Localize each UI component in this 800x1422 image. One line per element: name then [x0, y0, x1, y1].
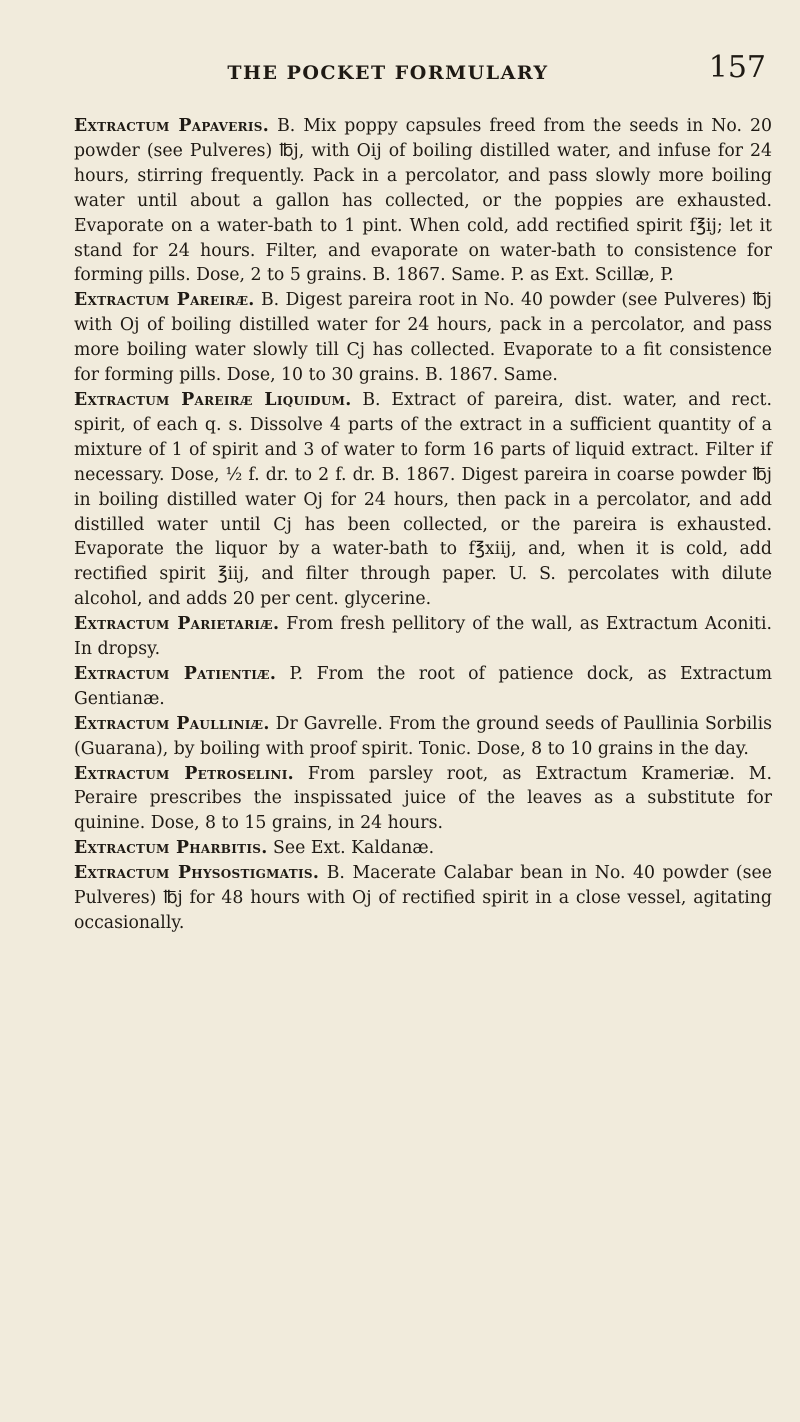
entry-list [74, 114, 772, 936]
entry-term: Extractum Physostigmatis. [74, 863, 320, 884]
entry-body: B. Extract of pareira, dist. water, and rect. spirit, of each q. s. Dissolve 4 parts of the extract in a sufficient quantity of a mixture of 1 of spirit and 3 of water to form 16 parts of liquid extract. Filter if necessary. Dose, ½ f. dr. to 2 f. dr. B. 1867. Digest pareira in coarse powder ℔j in boiling distilled water Oj for 24 hours, then pack in a percolator, and add distilled water until Cj has been collected, or the pareira is exhausted. Evaporate the liquor by a water-bath to f℥xiij, and, when it is cold, add rectified spirit ℥iij, and filter through paper. U. S. percolates with dilute alcohol, and adds 20 per cent. glycerine. [74, 389, 772, 610]
entry-term: Extractum Pareiræ. [74, 290, 255, 311]
entry-extractum-patientiae [74, 662, 772, 712]
entry-term: Extractum Pharbitis. [74, 838, 268, 859]
page-number: 157 [708, 50, 766, 85]
entry-extractum-paulliniae [74, 712, 772, 762]
entry-extractum-parietariae [74, 612, 772, 662]
entry-body: B. Mix poppy capsules freed from the seeds in No. 20 powder (see Pulveres) ℔j, with Oij of boiling distilled water, and infuse for 24 hours, stirring frequently. Pack in a percolator, and pass slowly more boiling water until about a gallon has collected, or the poppies are exhausted. Evaporate on a water-bath to 1 pint. When cold, add rectified spirit f℥ij; let it stand for 24 hours. Filter, and evaporate on water-bath to consistence for forming pills. Dose, 2 to 5 grains. B. 1867. Same. P. as Ext. Scillæ, P. [74, 116, 772, 286]
entry-term: Extractum Pareiræ Liquidum. [74, 389, 352, 410]
entry-extractum-petroselini [74, 762, 772, 837]
page-header [74, 46, 772, 104]
entry-body: B. Macerate Calabar bean in No. 40 powder (see Pulveres) ℔j for 48 hours with Oj of rectified spirit in a close vessel, agitating occasionally. [74, 863, 772, 933]
entry-term: Extractum Patientiæ. [74, 663, 277, 684]
entry-body: From fresh pellitory of the wall, as Extractum Aconiti. In dropsy. [74, 614, 773, 660]
entry-extractum-pareirae [74, 288, 772, 388]
entry-term: Extractum Papaveris. [74, 116, 270, 136]
entry-body: From parsley root, as Extractum Krameriæ. M. Peraire prescribes the inspissated juice of the leaves as a substitute for quinine. Dose, 8 to 15 grains, in 24 hours. [74, 763, 772, 834]
entry-body: Dr Gavrelle. From the ground seeds of Paullinia Sorbilis (Guarana), by boiling with proof spirit. Tonic. Dose, 8 to 10 grains in the day. [74, 713, 772, 759]
entry-term: Extractum Parietariæ. [74, 614, 280, 635]
entry-extractum-papaveris [74, 114, 772, 288]
entry-extractum-pareirae-liquidum [74, 388, 772, 612]
entry-extractum-pharbitis [74, 836, 772, 861]
entry-term: Extractum Paulliniæ. [74, 713, 270, 734]
entry-extractum-physostigmatis [74, 861, 772, 936]
entry-term: Extractum Petroselini. [74, 763, 294, 784]
entry-body: See Ext. Kaldanæ. [267, 838, 435, 859]
entry-body: B. Digest pareira root in No. 40 powder (see Pulveres) ℔j with Oj of boiling distilled water for 24 hours, pack in a percolator, and pass more boiling water slowly till Cj has collected. Evaporate to a fit consistence for forming pills. Dose, 10 to 30 grains. B. 1867. Same. [74, 290, 772, 386]
entry-body: P. From the root of patience dock, as Extractum Gentianæ. [74, 663, 772, 709]
running-head: THE POCKET FORMULARY [227, 62, 549, 84]
